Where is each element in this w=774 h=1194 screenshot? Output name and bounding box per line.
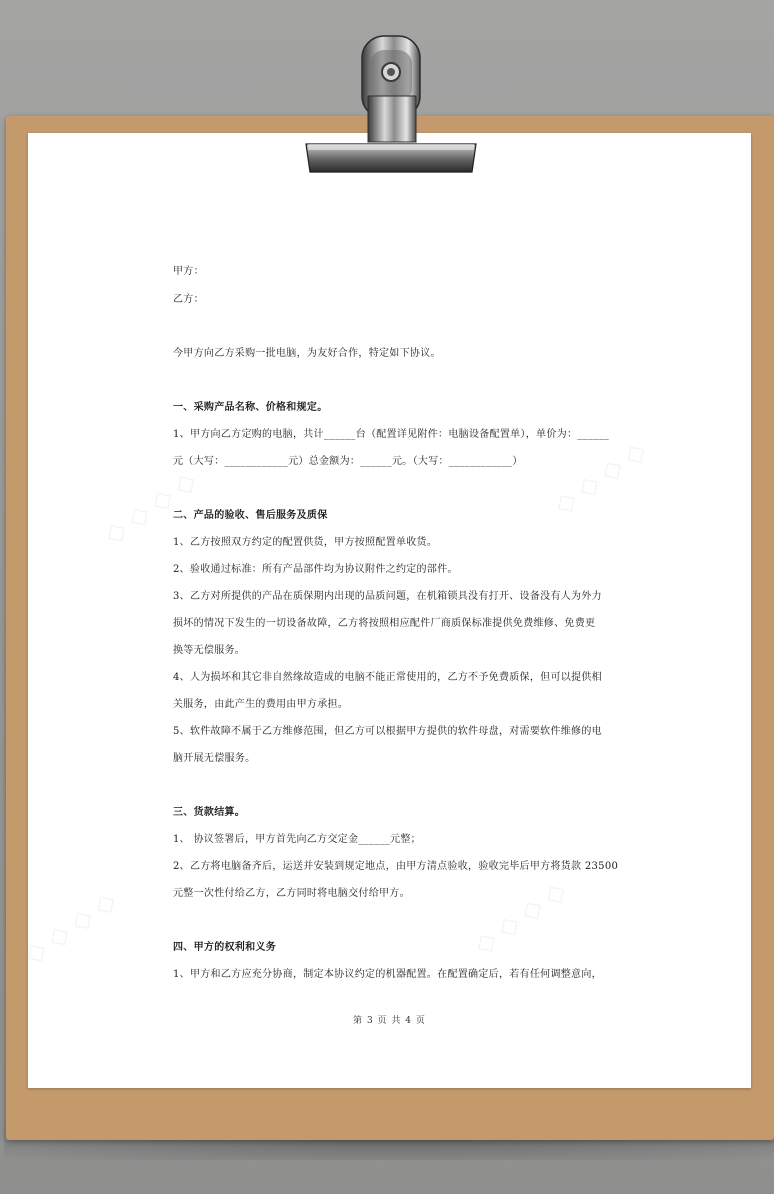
section-heading-2: 二、产品的验收、售后服务及质保 — [173, 510, 328, 521]
watermark-decoration: ◇ ◇ ◇ ◇ — [468, 875, 572, 961]
clause-line: 4、人为损坏和其它非自然缘故造成的电脑不能正常使用的，乙方不予免费质保，但可以提供相 — [173, 672, 602, 683]
intro-paragraph: 今甲方向乙方采购一批电脑，为友好合作，特定如下协议。 — [173, 348, 441, 359]
watermark-decoration: ◇ ◇ ◇ ◇ — [18, 885, 122, 971]
party-b-label: 乙方： — [173, 294, 204, 305]
clause-line: 元整一次性付给乙方，乙方同时将电脑交付给甲方。 — [173, 888, 410, 899]
watermark-decoration: ◇ ◇ ◇ ◇ — [548, 435, 652, 521]
clause-line: 3、乙方对所提供的产品在质保期内出现的品质问题，在机箱锁具没有打开、设备没有人为外力 — [173, 591, 602, 602]
clause-line: 换等无偿服务。 — [173, 645, 246, 656]
clause-line: 2、乙方将电脑备齐后，运送并安装到规定地点，由甲方清点验收，验收完毕后甲方将货款 23500 — [173, 861, 619, 872]
clause-line: 1、乙方按照双方约定的配置供货，甲方按照配置单收货。 — [173, 537, 438, 548]
section-heading-3: 三、货款结算。 — [173, 807, 246, 818]
clause-line: 脑开展无偿服务。 — [173, 753, 256, 764]
party-a-label: 甲方： — [173, 266, 204, 277]
watermark-decoration: ◇ ◇ ◇ ◇ — [98, 465, 202, 551]
clause-line: 1、甲方向乙方定购的电脑，共计______台（配置详见附件：电脑设备配置单），单价为：______ — [173, 429, 610, 440]
clause-line: 损坏的情况下发生的一切设备故障，乙方将按照相应配件厂商质保标准提供免费维修、免费更 — [173, 618, 596, 629]
document-page — [18, 133, 751, 1088]
clause-line: 1、 协议签署后，甲方首先向乙方交定金______元整； — [173, 834, 421, 845]
section-heading-1: 一、采购产品名称、价格和规定。 — [173, 402, 328, 413]
clause-line: 2、验收通过标准：所有产品部件均为协议附件之约定的部件。 — [173, 564, 458, 575]
page-number-footer: 第 3 页 共 4 页 — [353, 1016, 426, 1026]
clause-line: 元（大写：____________元）总金额为：______元。（大写：____________） — [173, 456, 523, 467]
clause-line: 关服务，由此产生的费用由甲方承担。 — [173, 699, 349, 710]
binder-clip-icon — [300, 28, 480, 178]
clause-line: 1、甲方和乙方应充分协商，制定本协议约定的机器配置。在配置确定后，若有任何调整意向， — [173, 969, 602, 980]
clause-line: 5、软件故障不属于乙方维修范围，但乙方可以根据甲方提供的软件母盘，对需要软件维修的电 — [173, 726, 602, 737]
section-heading-4: 四、甲方的权利和义务 — [173, 942, 276, 953]
